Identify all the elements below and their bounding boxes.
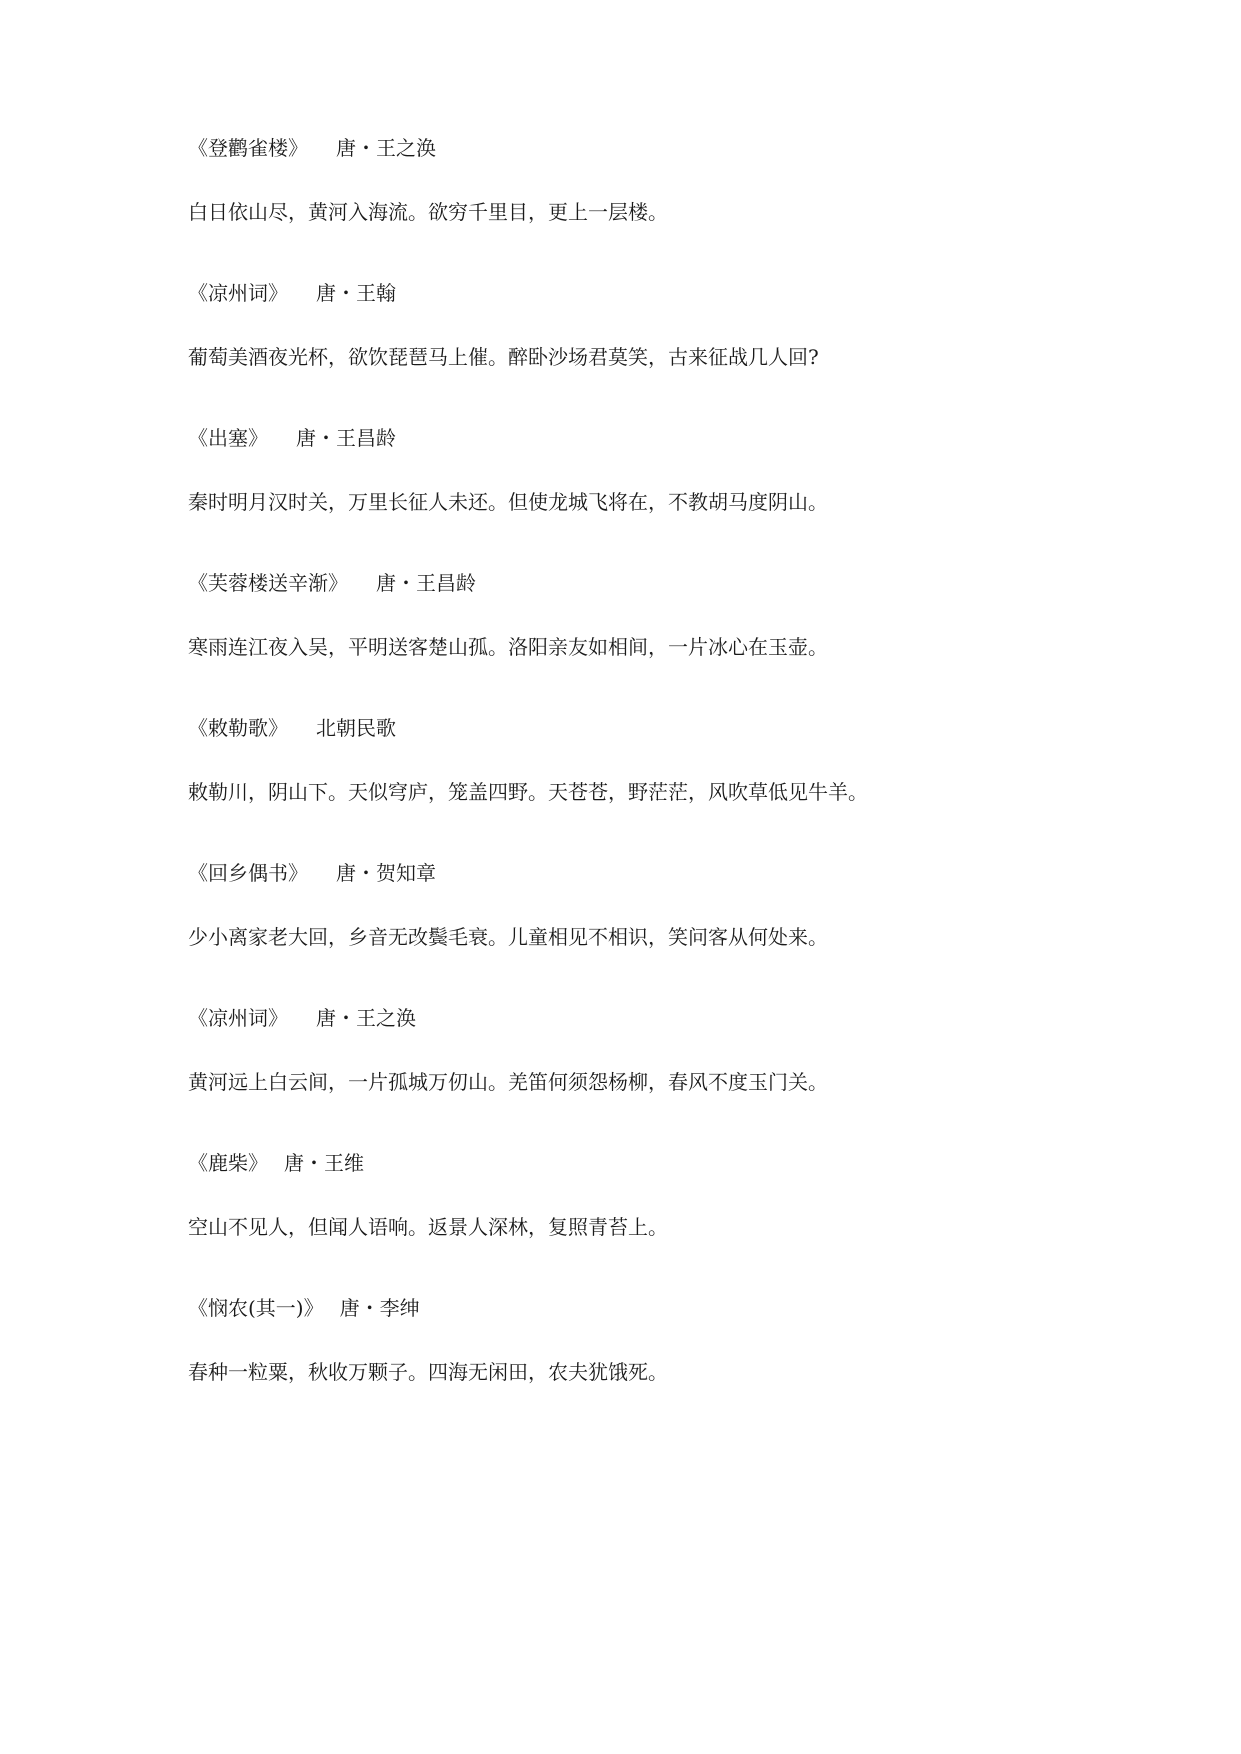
poem-block bbox=[188, 714, 1148, 806]
poem-author: 唐・李绅 bbox=[339, 1296, 420, 1320]
poem-heading bbox=[188, 859, 1148, 887]
poem-title: 《回乡偶书》 bbox=[188, 861, 308, 885]
poem-text: 敕勒川，阴山下。天似穹庐，笼盖四野。天苍苍，野茫茫，风吹草低见牛羊。 bbox=[188, 780, 868, 804]
poem-title: 《芙蓉楼送辛渐》 bbox=[188, 571, 348, 595]
poem-block bbox=[188, 279, 1148, 371]
poem-text: 春种一粒粟，秋收万颗子。四海无闲田，农夫犹饿死。 bbox=[188, 1360, 668, 1384]
poem-author: 北朝民歌 bbox=[316, 716, 396, 740]
poem-block bbox=[188, 569, 1148, 661]
poem-heading bbox=[188, 279, 1148, 307]
poem-block bbox=[188, 134, 1148, 226]
poem-heading bbox=[188, 569, 1148, 597]
poem-text: 少小离家老大回，乡音无改鬓毛衰。儿童相见不相识，笑问客从何处来。 bbox=[188, 925, 828, 949]
poem-heading bbox=[188, 1004, 1148, 1032]
poem-title: 《鹿柴》 bbox=[188, 1151, 268, 1175]
poem-title: 《悯农(其一)》 bbox=[188, 1296, 324, 1320]
poem-block bbox=[188, 1004, 1148, 1096]
poem-author: 唐・王之涣 bbox=[316, 1006, 416, 1030]
poem-title: 《凉州词》 bbox=[188, 1006, 288, 1030]
poem-text: 葡萄美酒夜光杯，欲饮琵琶马上催。醉卧沙场君莫笑，古来征战几人回? bbox=[188, 345, 819, 369]
poem-author: 唐・王翰 bbox=[316, 281, 396, 305]
poem-text: 空山不见人，但闻人语响。返景人深林，复照青苔上。 bbox=[188, 1215, 668, 1239]
poem-text: 寒雨连江夜入吴，平明送客楚山孤。洛阳亲友如相间，一片冰心在玉壶。 bbox=[188, 635, 828, 659]
poem-block bbox=[188, 859, 1148, 951]
poem-text: 黄河远上白云间，一片孤城万仞山。羌笛何须怨杨柳，春风不度玉门关。 bbox=[188, 1070, 828, 1094]
poem-text: 秦时明月汉时关，万里长征人未还。但使龙城飞将在，不教胡马度阴山。 bbox=[188, 490, 828, 514]
poem-author: 唐・王维 bbox=[284, 1151, 364, 1175]
poem-heading bbox=[188, 1149, 1148, 1177]
poem-title: 《登鹳雀楼》 bbox=[188, 136, 308, 160]
poem-author: 唐・贺知章 bbox=[336, 861, 436, 885]
poem-heading bbox=[188, 1294, 1148, 1322]
poem-title: 《凉州词》 bbox=[188, 281, 288, 305]
poem-heading bbox=[188, 134, 1148, 162]
poem-author: 唐・王昌龄 bbox=[296, 426, 396, 450]
poem-heading bbox=[188, 714, 1148, 742]
poem-author: 唐・王昌龄 bbox=[376, 571, 476, 595]
poem-title: 《敕勒歌》 bbox=[188, 716, 288, 740]
poem-block bbox=[188, 1294, 1148, 1386]
poem-block bbox=[188, 424, 1148, 516]
poem-heading bbox=[188, 424, 1148, 452]
poem-author: 唐・王之涣 bbox=[336, 136, 436, 160]
poem-block bbox=[188, 1149, 1148, 1241]
poem-text: 白日依山尽，黄河入海流。欲穷千里目，更上一层楼。 bbox=[188, 200, 668, 224]
poem-title: 《出塞》 bbox=[188, 426, 268, 450]
